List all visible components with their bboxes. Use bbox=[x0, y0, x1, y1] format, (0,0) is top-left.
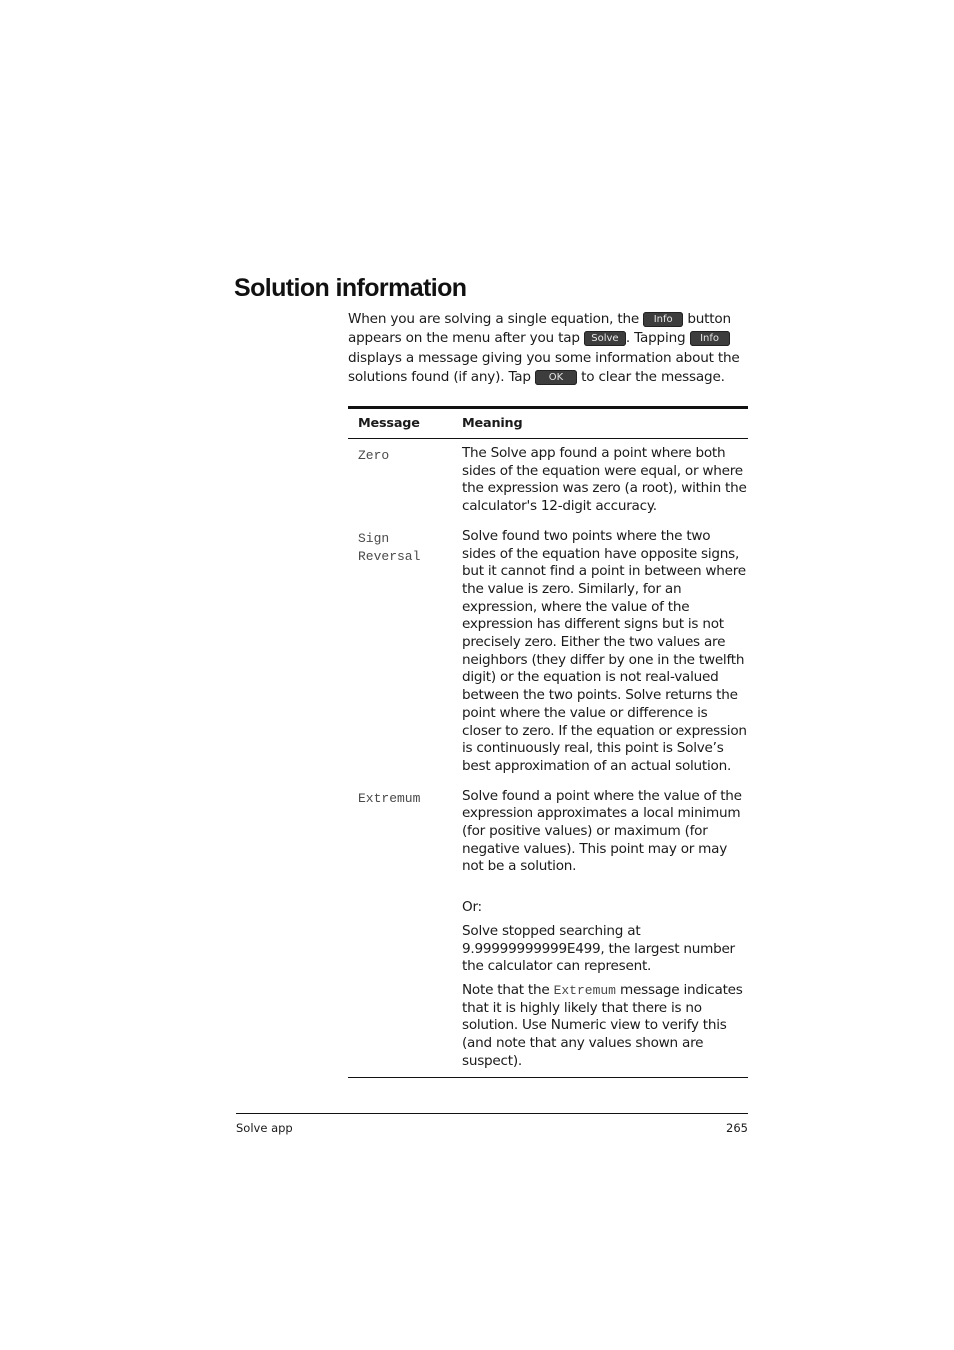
meaning-zero: The Solve app found a point where both sides of the equation were equal, or where the expression was zero (a root), within the calculator's 12-digit accuracy. bbox=[462, 445, 747, 515]
meaning-extremum-p1: Solve found a point where the value of the expression approximates a local minimum (for positive values) or maximum (for negative values). This point may or may not be a solution. bbox=[462, 787, 742, 875]
info-softkey: Info bbox=[643, 312, 683, 327]
ok-softkey: OK bbox=[535, 370, 577, 385]
table-row-zero bbox=[348, 439, 748, 516]
message-sign-reversal bbox=[348, 528, 462, 776]
intro-text-1: When you are solving a single equation, the bbox=[348, 311, 644, 327]
message-reversal: Reversal bbox=[358, 548, 421, 564]
meaning-p3-text-b: message indicates that it is highly likely that there is no solution. Use Numeric view to verify this (and note that any values shown are suspect). bbox=[462, 981, 743, 1069]
meaning-extremum-p2: Solve stopped searching at 9.99999999999E499, the largest number the calculator can represent. bbox=[462, 922, 735, 975]
message-sign: Sign bbox=[358, 530, 390, 546]
solve-softkey: Solve bbox=[584, 331, 626, 346]
footer-divider bbox=[236, 1113, 748, 1114]
message-zero: Zero bbox=[358, 448, 390, 463]
intro-text-4: displays a message giving you some information about the solutions found (if any). Tap bbox=[348, 349, 740, 386]
messages-table bbox=[348, 406, 748, 1078]
table-row-extremum bbox=[348, 776, 748, 1077]
info-softkey-2: Info bbox=[690, 331, 730, 346]
meaning-extremum-p3 bbox=[462, 982, 748, 1071]
table-row-sign-reversal bbox=[348, 516, 748, 776]
table-header bbox=[348, 409, 748, 439]
page-number: 265 bbox=[726, 1121, 748, 1135]
footer-section: Solve app bbox=[236, 1121, 293, 1135]
page-heading: Solution information bbox=[234, 274, 467, 302]
meaning-p3-code: Extremum bbox=[553, 982, 616, 998]
intro-paragraph bbox=[348, 310, 748, 388]
header-meaning: Meaning bbox=[462, 416, 523, 431]
message-extremum: Extremum bbox=[358, 790, 421, 806]
meaning-p3-text-a: Note that the bbox=[462, 981, 554, 998]
intro-text-2: button appears on the menu after you tap bbox=[348, 311, 731, 347]
intro-text-3: . Tapping bbox=[625, 330, 690, 347]
intro-text-5: to clear the message. bbox=[576, 369, 725, 386]
meaning-sign-reversal: Solve found two points where the two sides of the equation have opposite signs, but it cannot find a point in between where the value is zero. Similarly, for an expression, where the value of the expression has different signs but is not precisely zero. Either the two values are neighbors (they differ by one in the twelfth digit) or the equation is not real-valued between the two points. Solve returns the point where the value or difference is closer to zero. If the equation or expression is continuously real, this point is Solve’s best approximation of an actual solution. bbox=[462, 527, 747, 774]
header-message: Message bbox=[358, 416, 420, 431]
meaning-extremum-or: Or: bbox=[462, 899, 482, 916]
